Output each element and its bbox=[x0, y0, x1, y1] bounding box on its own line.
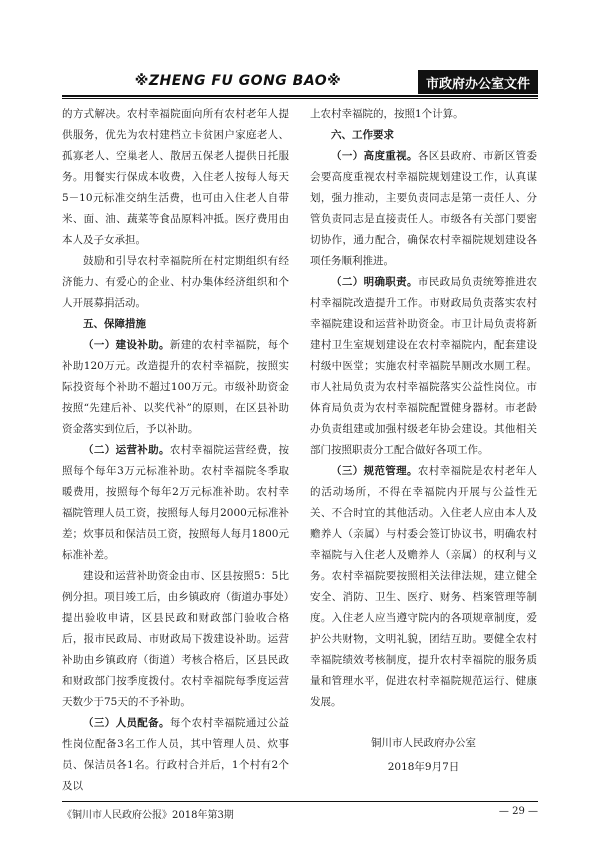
paragraph-text: 新建的农村幸福院，每个补助120万元。改造提升的农村幸福院，按照实际投资每个补助不超过100万元。市级补助资金按照“先建后补、以奖代补”的原则，在区县补助资金落实到位后，予以补助。 bbox=[62, 339, 290, 435]
paragraph bbox=[62, 566, 289, 713]
signature-org: 铜川市人民政府办公室 bbox=[371, 737, 476, 749]
left-column bbox=[62, 104, 289, 797]
paragraph bbox=[62, 713, 289, 797]
header-rule bbox=[62, 95, 538, 97]
paragraph bbox=[310, 104, 537, 125]
section-label: 市政府办公室文件 bbox=[418, 70, 538, 94]
header-rule-thin bbox=[62, 98, 538, 99]
paragraph-lead: （一）建设补助。 bbox=[83, 339, 170, 351]
paragraph-text: 农村幸福院运营经费，按照每个每年3万元标准补助。农村幸福院冬季取暖费用，按照每个每年2万元标准补助。农村幸福院管理人员工资，按照每人每月2000元标准补差；炊事员和保洁员工资，按照每人每月1800元标准补差。 bbox=[62, 444, 290, 561]
banner-text: ※ZHENG FU GONG BAO※ bbox=[134, 73, 342, 89]
paragraph bbox=[62, 440, 289, 566]
paragraph-text: 各区县政府、市新区管委会要高度重视农村幸福院规划建设工作，认真谋划，强力推动，主要负责同志是第一责任人、分管负责同志是直接责任人。市级各有关部门要密切协作，通力配合，确保农村幸福院规划建设各项任务顺利推进。 bbox=[310, 150, 538, 267]
paragraph-lead: （三）规范管理。 bbox=[331, 465, 418, 477]
paragraph-text: 的方式解决。农村幸福院面向所有农村老年人提供服务，优先为农村建档立卡贫困户家庭老人、孤寡老人、空巢老人、散居五保老人提供日托服务。用餐实行保成本收费，入住老人按每人每天5－10元标准交纳生活费，也可由入住老人自带米、面、油、蔬菜等食品原料冲抵。医疗费用由本人及子女承担。 bbox=[62, 108, 289, 246]
page-header bbox=[62, 64, 538, 98]
paragraph bbox=[62, 104, 289, 251]
publication-name: 《铜川市人民政府公报》2018年第3期 bbox=[62, 810, 234, 821]
paragraph bbox=[62, 335, 289, 440]
paragraph bbox=[310, 146, 537, 272]
paragraph-lead: （二）明确职责。 bbox=[331, 276, 418, 288]
paragraph-lead: （三）人员配备。 bbox=[83, 717, 170, 729]
paragraph bbox=[62, 251, 289, 314]
paragraph-text: 上农村幸福院的，按照1个计算。 bbox=[310, 108, 464, 120]
paragraph bbox=[310, 461, 537, 713]
header-banner bbox=[62, 64, 414, 98]
signature-block bbox=[310, 731, 537, 779]
right-column-body bbox=[310, 104, 537, 713]
section-heading: 五、保障措施 bbox=[83, 318, 146, 330]
page-footer bbox=[62, 806, 538, 824]
footer-rule bbox=[62, 801, 538, 802]
paragraph-lead: （二）运营补助。 bbox=[83, 444, 170, 456]
section-heading: 六、工作要求 bbox=[331, 129, 394, 141]
right-column bbox=[310, 104, 537, 779]
paragraph-text: 鼓励和引导农村幸福院所在村定期组织有经济能力、有爱心的企业、村办集体经济组织和个人开展募捐活动。 bbox=[62, 255, 289, 309]
paragraph-lead: （一）高度重视。 bbox=[331, 150, 418, 162]
paragraph-text: 建设和运营补助资金由市、区县按照5：5比例分担。项目竣工后，由乡镇政府（街道办事处）提出验收申请，区县民政和财政部门验收合格后，报市民政局、市财政局下拨建设补助。运营补助由乡镇政府（街道）考核合格后，区县民政和财政部门按季度拨付。农村幸福院每季度运营天数少于75天的不予补助。 bbox=[62, 570, 289, 708]
paragraph bbox=[310, 272, 537, 461]
paragraph-text: 农村幸福院是农村老年人的活动场所，不得在幸福院内开展与公益性无关、不合时宜的其他活动。入住老人应由本人及赡养人（亲属）与村委会签订协议书，明确农村幸福院与入住老人及赡养人（亲属）的权利与义务。农村幸福院要按照相关法律法规，建立健全安全、消防、卫生、医疗、财务、档案管理等制度。入住老人应当遵守院内的各项规章制度，爱护公共财物，文明礼貌，团结互助。要健全农村幸福院绩效考核制度，提升农村幸福院的服务质量和管理水平，促进农村幸福院规范运行、健康发展。 bbox=[310, 465, 538, 708]
page-number: — 29 — bbox=[498, 806, 538, 817]
signature-date: 2018年9月7日 bbox=[387, 761, 460, 773]
paragraph-text: 每个农村幸福院通过公益性岗位配备3名工作人员，其中管理人员、炊事员、保洁员各1名。行政村合并后，1个村有2个及以 bbox=[62, 717, 290, 792]
paragraph-text: 市民政局负责统筹推进农村幸福院改造提升工作。市财政局负责落实农村幸福院建设和运营补助资金。市卫计局负责将新建村卫生室规划建设在农村幸福院内，配套建设村级中医堂；实施农村幸福院旱厕改水厕工程。市人社局负责为农村幸福院落实公益性岗位。市体育局负责为农村幸福院配置健身器材。市老龄办负责组建或加强村级老年协会建设。其他相关部门按照职责分工配合做好各项工作。 bbox=[310, 276, 538, 456]
